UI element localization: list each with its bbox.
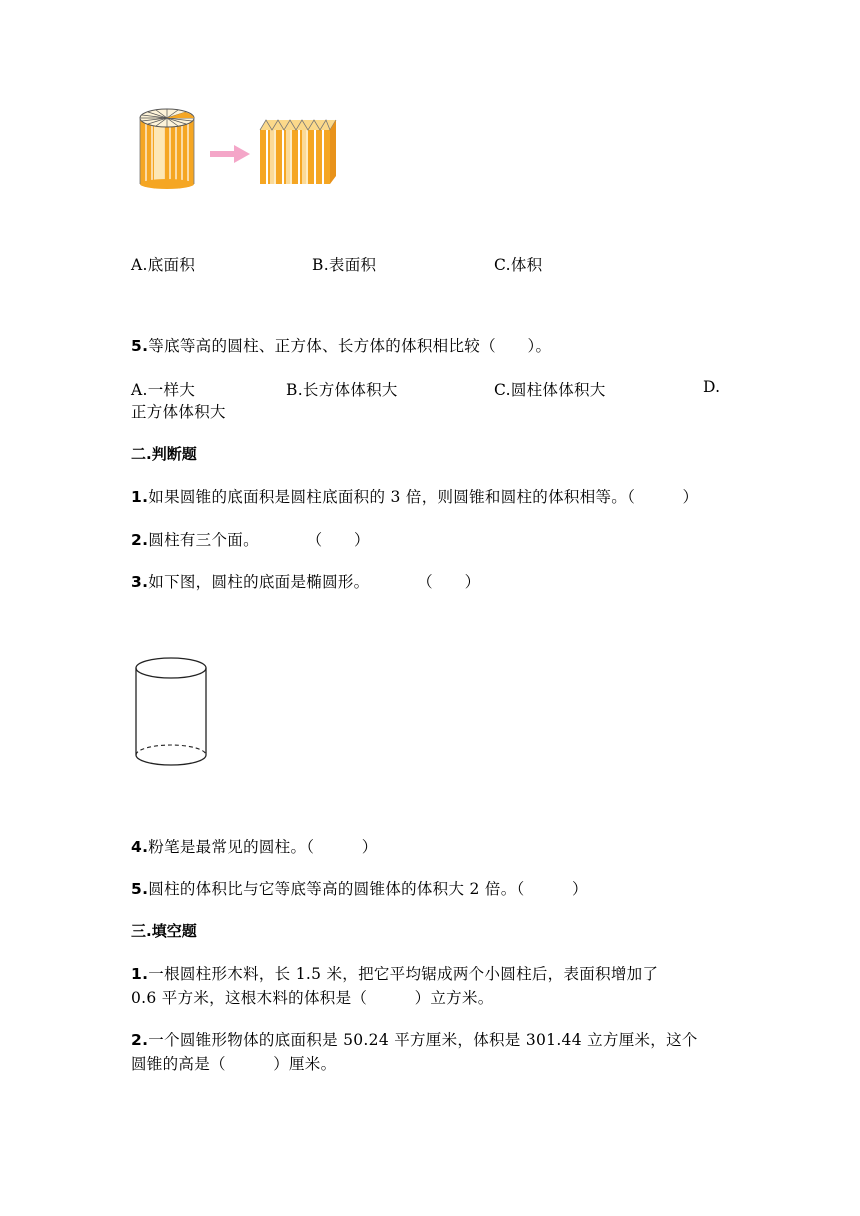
option-a: A.底面积 <box>131 256 196 274</box>
option-b: B.表面积 <box>312 256 377 274</box>
cylinder-rearrange-figure <box>130 100 370 192</box>
judgment-item-5: 5.圆柱的体积比与它等底等高的圆锥体的体积大 2 倍。（ ） <box>131 880 588 898</box>
pink-arrow-icon <box>210 145 250 163</box>
fill-item-1-line2: 0.6 平方米，这根木料的体积是（ ）立方米。 <box>131 989 494 1007</box>
q5-option-d: D. <box>703 378 721 396</box>
fill-item-1-line1: 1.一根圆柱形木料，长 1.5 米，把它平均锯成两个小圆柱后，表面积增加了 <box>131 965 659 983</box>
section-title-judgment: 二.判断题 <box>131 445 197 463</box>
fill-item-2-line1: 2.一个圆锥形物体的底面积是 50.24 平方厘米，体积是 301.44 立方厘米，这个 <box>131 1031 698 1049</box>
judgment-item-2: 2.圆柱有三个面。 （ ） <box>131 531 370 549</box>
question-text: 等底等高的圆柱、正方体、长方体的体积相比较（ ）。 <box>148 337 552 355</box>
cylinder-outline-figure <box>132 652 212 772</box>
question-5 <box>131 334 551 356</box>
judgment-item-3: 3.如下图，圆柱的底面是椭圆形。 （ ） <box>131 573 481 591</box>
q5-option-d-continued: 正方体体积大 <box>131 403 226 421</box>
judgment-item-1: 1.如果圆锥的底面积是圆柱底面积的 3 倍，则圆锥和圆柱的体积相等。（ ） <box>131 488 699 506</box>
q5-option-b: B.长方体体积大 <box>286 381 398 399</box>
judgment-item-4: 4.粉笔是最常见的圆柱。（ ） <box>131 838 378 856</box>
option-c: C.体积 <box>494 256 543 274</box>
q5-option-a: A.一样大 <box>131 381 196 399</box>
section-title-fill-blank: 三.填空题 <box>131 922 197 940</box>
fill-item-2-line2: 圆锥的高是（ ）厘米。 <box>131 1055 337 1073</box>
question-number: 5. <box>131 337 149 355</box>
q5-option-c: C.圆柱体体积大 <box>494 381 606 399</box>
